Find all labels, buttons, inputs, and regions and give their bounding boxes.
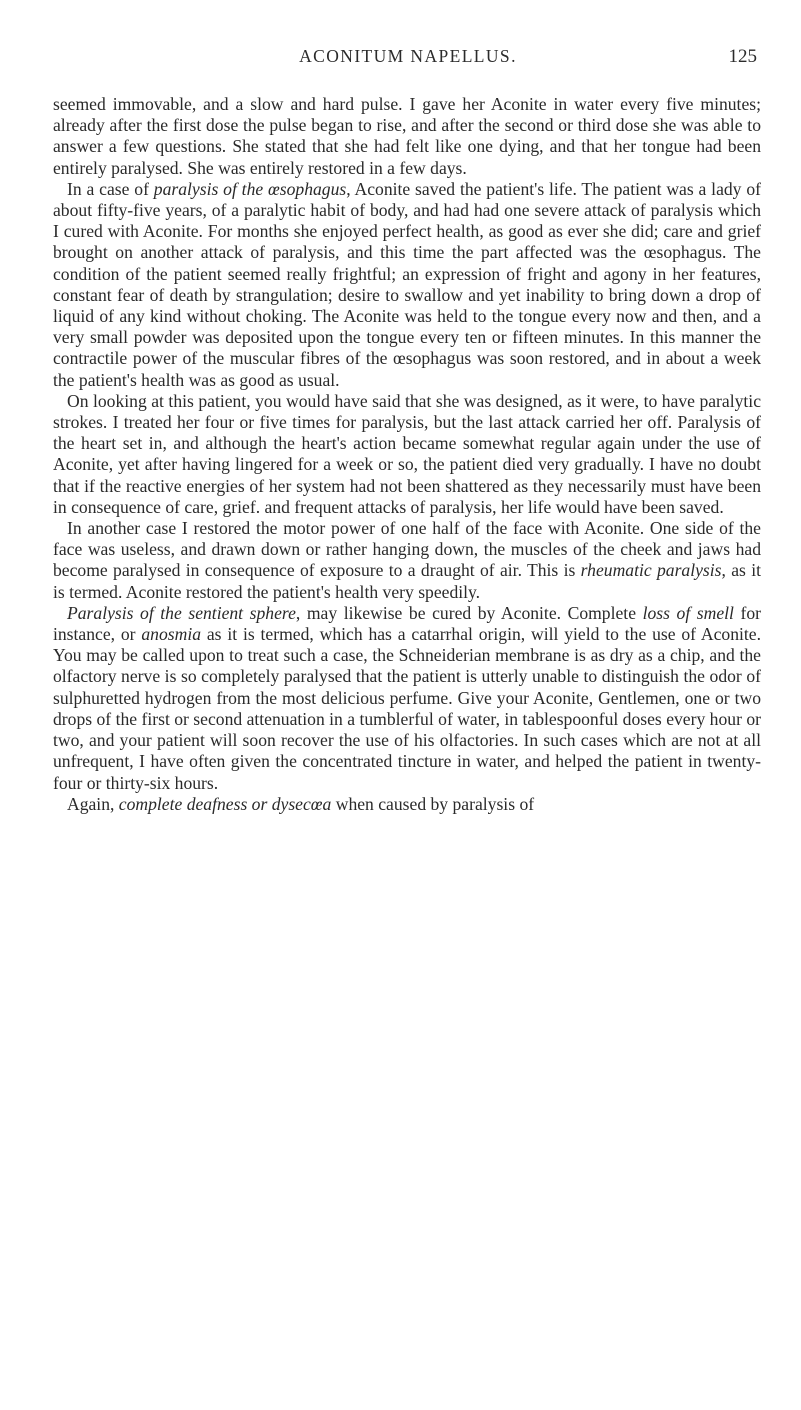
italic-text: complete deafness or dysecœa <box>118 793 332 814</box>
text-run: as it is termed, which has a catarrhal origin, will yield to the use of Aconite. You may be called upon to treat such a case, the Schneiderian membrane is as dry as a chip, and the olfactory nerve is so completely paralysed that the patient is utterly unable to distinguish the odor of sulphuretted hydrogen from the most delicious perfume. Give your Aconite, Gentlemen, one or two drops of the first or second attenuation in a tumblerful of water, in tablespoonful doses every hour or two, and your patient will soon recover the use of his olfactories. In such cases which are not at all unfrequent, I have often given the concentrated tincture in water, and helped the patient in twenty-four or thirty-six hours. <box>53 624 761 793</box>
running-head <box>53 46 763 70</box>
italic-text: paralysis of the œsophagus <box>153 178 347 199</box>
paragraph <box>53 794 761 815</box>
text-run: On looking at this patient, you would have said that she was designed, as it were, to have paralytic strokes. I treated her four or five times for paralysis, but the last attack carried her off. Paralysis of the heart set in, and although the heart's action became somewhat regular again under the use of Aconite, yet after having lingered for a week or so, the patient died very gradually. I have no doubt that if the reactive energies of her system had not been shattered as they necessarily must have been in consequence of care, grief. and frequent attacks of paralysis, her life would have been saved. <box>53 390 761 517</box>
italic-text: Paralysis of the sentient sphere <box>67 602 296 623</box>
paragraph <box>53 391 761 518</box>
text-run: , may likewise be cured by Aconite. Complete <box>295 602 643 623</box>
paragraph <box>53 179 761 391</box>
body-text <box>53 94 761 815</box>
italic-text: loss of smell <box>642 602 734 623</box>
italic-text: rheumatic paralysis <box>580 560 722 581</box>
text-run: In a case of <box>67 178 154 199</box>
text-run: In another case I restored the motor power of one half of the face with Aconite. One side of the face was useless, and drawn down or rather hanging down, the muscles of the cheek and jaws had become paralysed in consequence of exposure to a draught of air. This is <box>53 518 761 581</box>
page-number: 125 <box>728 46 757 67</box>
text-run: when caused by paralysis of <box>331 793 535 814</box>
paragraph <box>53 518 761 603</box>
text-run: Again, <box>67 793 119 814</box>
italic-text: anosmia <box>141 624 202 645</box>
text-run: for instance, or <box>53 602 762 645</box>
running-title: ACONITUM NAPELLUS. <box>299 46 517 66</box>
paragraph <box>53 94 761 179</box>
paragraph <box>53 603 761 794</box>
text-run: seemed immovable, and a slow and hard pulse. I gave her Aconite in water every five minutes; already after the first dose the pulse began to rise, and after the second or third dose she was able to answer a few questions. She stated that she had felt like one dying, and that her tongue had been entirely paralysed. She was entirely restored in a few days. <box>53 94 761 178</box>
text-run: , as it is termed. Aconite restored the patient's health very speedily. <box>53 560 761 602</box>
text-run: , Aconite saved the patient's life. The patient was a lady of about fifty-five years, of a paralytic habit of body, and had had one severe attack of paralysis which I cured with Aconite. For months she enjoyed perfect health, as good as ever she did; care and grief brought on another attack of paralysis, and this time the part affected was the œsophagus. The condition of the patient seemed really frightful; an expression of fright and agony in her features, constant fear of death by strangulation; desire to swallow and yet inability to bring down a drop of liquid of any kind without choking. The Aconite was held to the tongue every now and then, and a very small powder was deposited upon the tongue every ten or fifteen minutes. In this manner the contractile power of the muscular fibres of the œsophagus was soon restored, and in about a week the patient's health was as good as usual. <box>53 178 761 390</box>
